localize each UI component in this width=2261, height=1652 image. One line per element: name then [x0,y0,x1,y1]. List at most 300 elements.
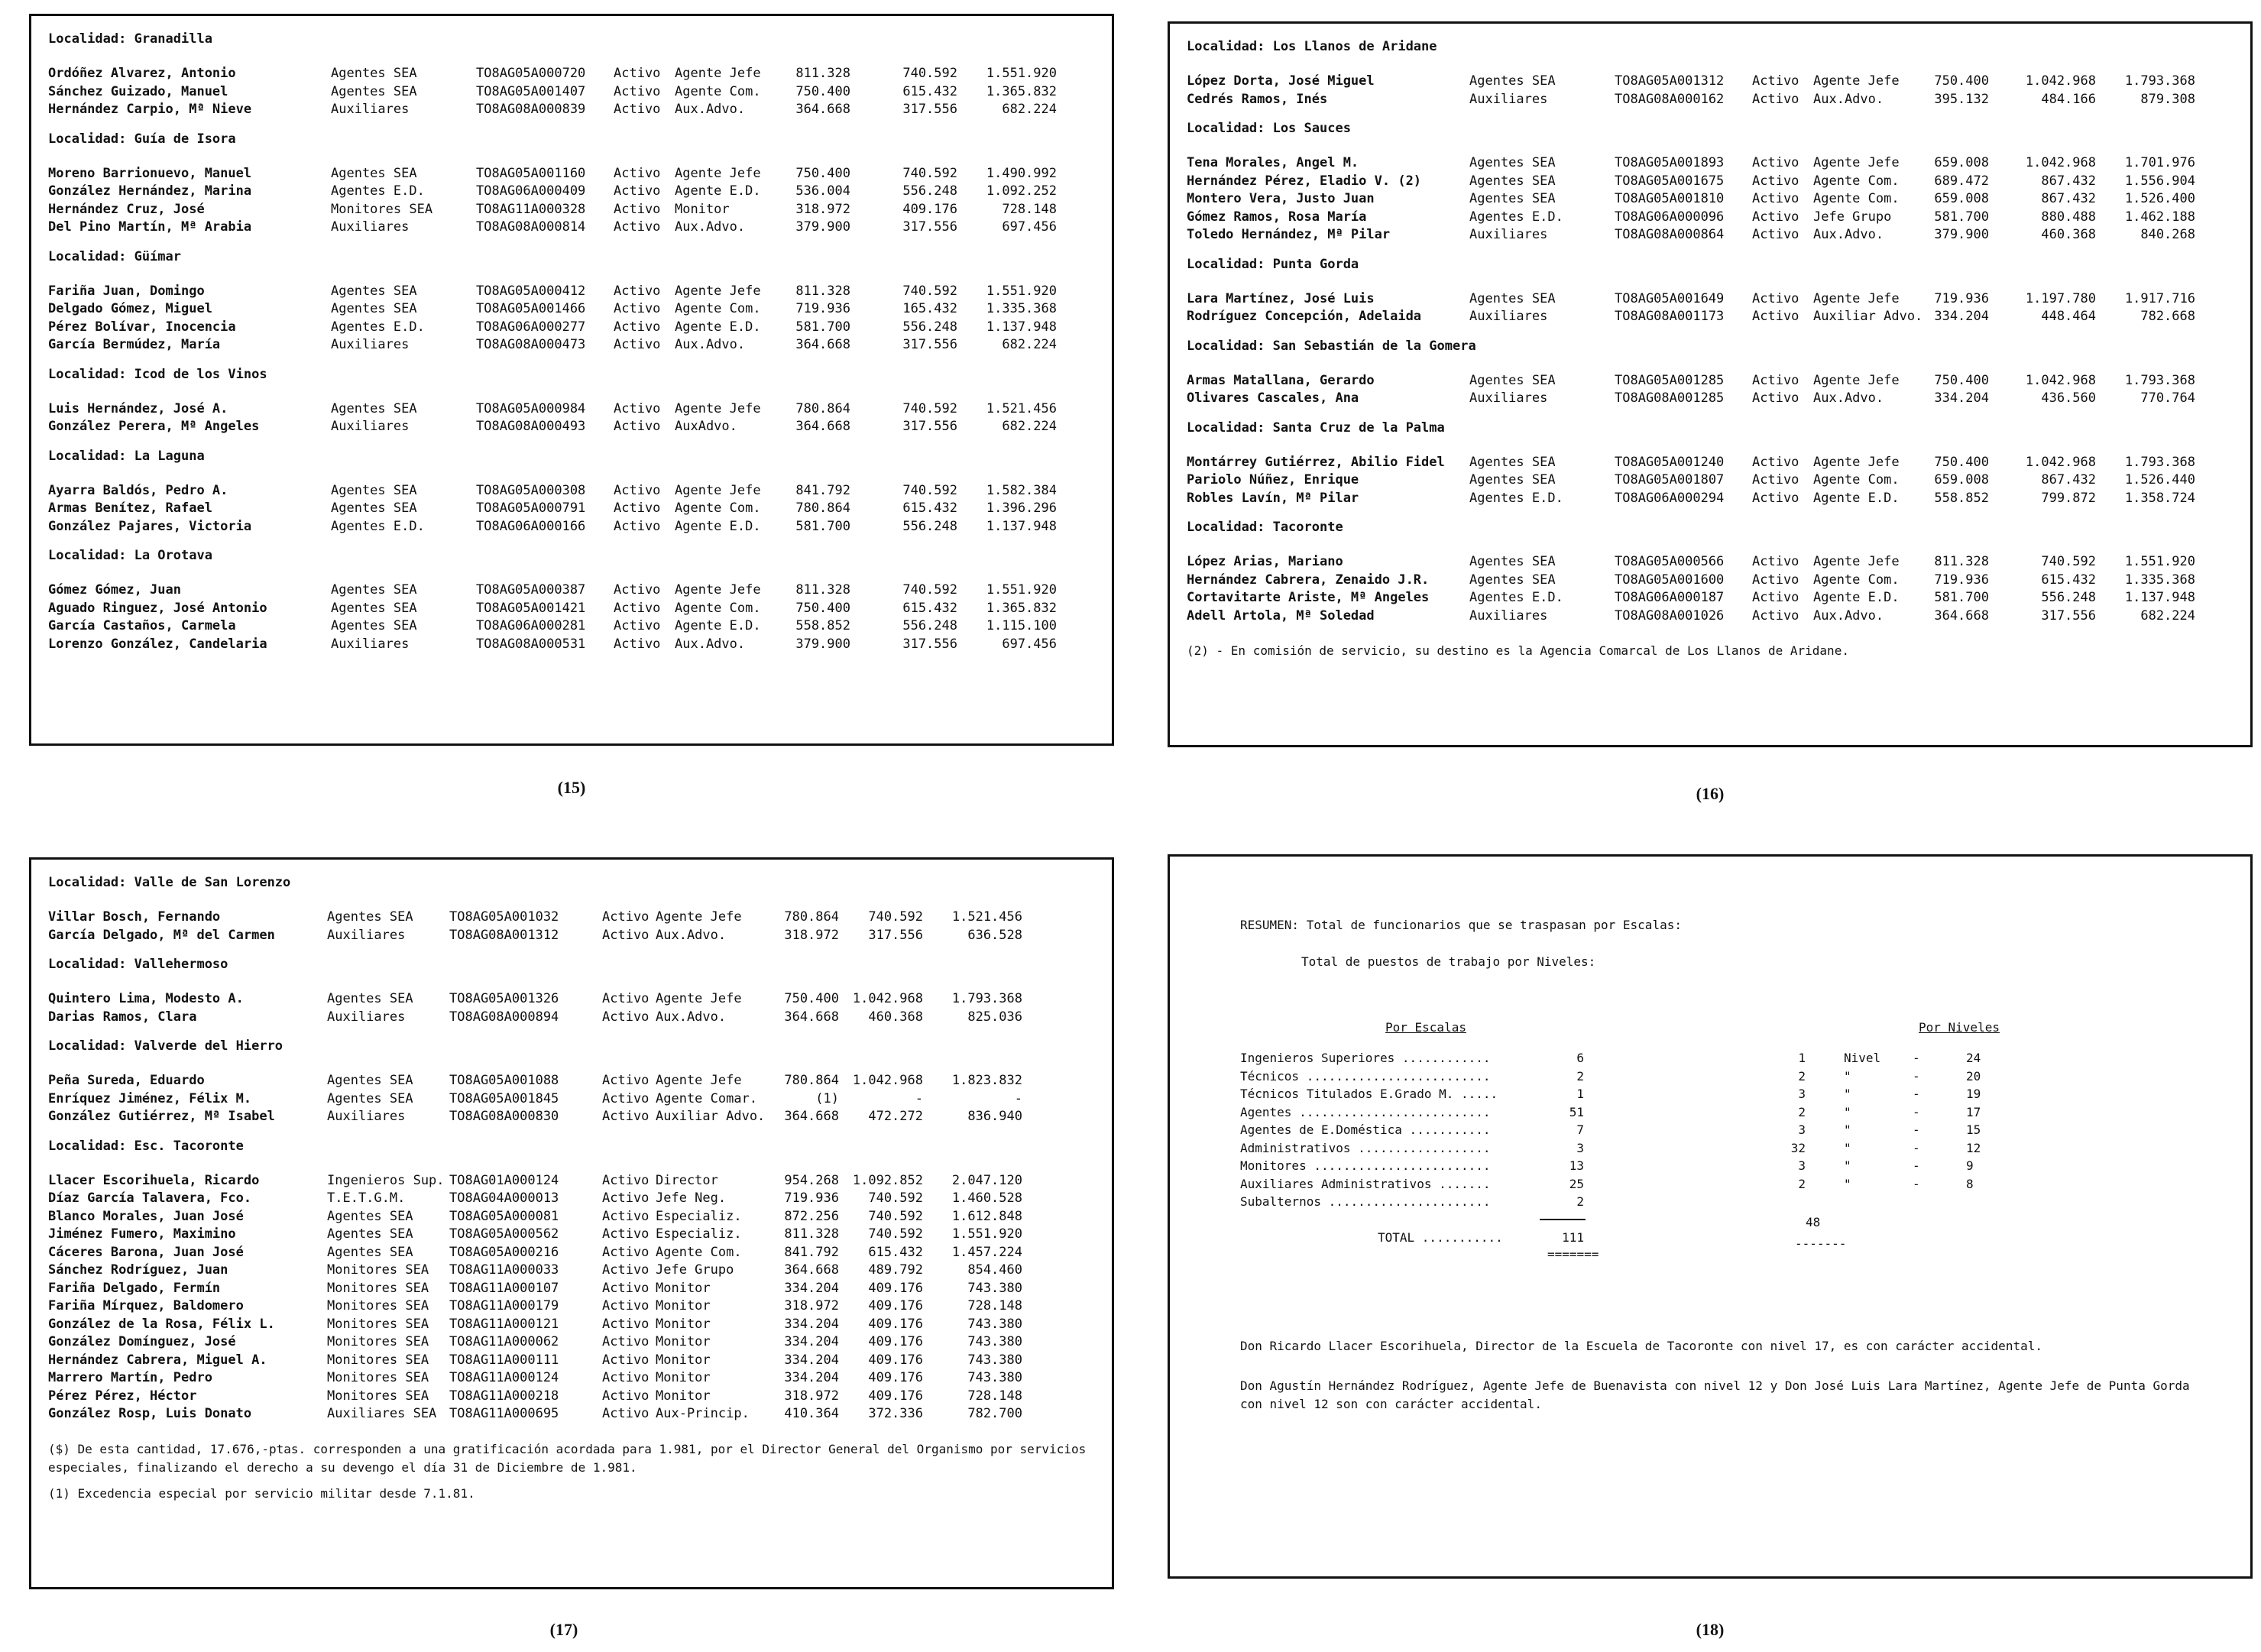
cell-status: Activo [1752,490,1799,506]
cell-status: Activo [614,66,661,81]
cell-total: 1.396.296 [986,500,1057,516]
cell-total: 1.115.100 [986,618,1057,633]
locality-heading: Localidad: Santa Cruz de la Palma [1187,419,1445,436]
cell-total: 1.793.368 [2124,372,2195,388]
cell-name: Sánchez Rodríguez, Juan [48,1262,228,1278]
page-17-panel [29,857,1114,1589]
cell-status: Activo [1752,454,1799,470]
cell-total: 782.668 [2140,309,2195,324]
cell-position: Aux.Advo. [675,337,746,352]
locality-heading: Localidad: Esc. Tacoronte [48,1138,244,1154]
locality-heading: Localidad: San Sebastián de la Gomera [1187,338,1476,354]
cell-value-1: 954.268 [784,1172,839,1188]
cell-value-2: 472.272 [868,1109,923,1124]
cell-code: TO8AG06A000096 [1615,209,1725,225]
cell-position: Agente Jefe [675,66,761,81]
cell-value-2: 1.042.968 [2025,454,2096,470]
footnote: (2) - En comisión de servicio, su destino es la Agencia Comarcal de Los Llanos de Aridane. [1187,643,1849,658]
cell-total: 1.092.252 [986,183,1057,199]
cell-value-2: 1.042.968 [852,991,923,1006]
cell-code: TO8AG05A000791 [476,500,586,516]
cell-escala: Auxiliares [327,927,406,943]
escala-label: Auxiliares Administrativos ....... [1240,1176,1491,1191]
cell-value-1: 719.936 [795,301,850,316]
cell-value-2: 740.592 [868,1226,923,1242]
summary-row [1240,1121,2220,1139]
cell-escala: Agentes SEA [1469,472,1556,488]
cell-position: Agente E.D. [675,618,761,633]
nivel-label: " [1844,1140,1851,1155]
cell-status: Activo [1752,309,1799,324]
cell-value-2: 1.042.968 [2025,155,2096,170]
cell-value-1: 558.852 [1934,490,1989,506]
cell-value-2: - [915,1090,923,1106]
cell-position: Aux.Advo. [1813,607,1884,624]
employee-row [48,183,1095,201]
cell-code: TO8AG05A001088 [449,1073,559,1088]
cell-code: TO8AG05A001326 [449,991,559,1006]
cell-total: 1.137.948 [986,319,1057,335]
cell-total: 1.460.528 [951,1190,1022,1206]
employee-row [48,400,1095,419]
cell-code: TO8AG05A000081 [449,1208,559,1224]
summary-headings [1240,1019,2220,1040]
cell-value-1: 811.328 [1934,554,1989,569]
cell-status: Activo [1752,554,1799,569]
cell-escala: Agentes SEA [331,600,417,616]
nivel-value: 20 [1966,1068,1981,1084]
cell-name: González Domínguez, José [48,1334,236,1349]
cell-name: Peña Sureda, Eduardo [48,1073,205,1088]
cell-position: Agente Jefe [675,165,761,181]
cell-status: Activo [614,337,661,352]
employee-row [1187,226,2233,245]
cell-value-1: 689.472 [1934,173,1989,189]
cell-total: 879.308 [2140,91,2195,107]
nivel-count: 3 [1798,1122,1806,1137]
footnote: ($) De esta cantidad, 17.676,-ptas. corresponden a una gratificación acordada para 1.981, por el Director General del Organismo por servicios especiales, finalizando el derecho a su devengo el día 31 de Diciembre de 1.981. [48,1441,1087,1475]
cell-value-1: 334.204 [784,1352,839,1368]
cell-code: TO8AG11A000179 [449,1298,559,1314]
cell-status: Activo [602,1190,649,1206]
heading-por-escalas: Por Escalas [1385,1020,1466,1035]
cell-status: Activo [1752,590,1799,605]
cell-value-1: 379.900 [795,219,850,235]
cell-code: TO8AG06A000409 [476,183,586,199]
cell-code: TO8AG08A000894 [449,1009,559,1025]
cell-value-2: 615.432 [902,500,957,516]
cell-total: 636.528 [967,927,1022,943]
cell-value-1: 318.972 [795,201,850,217]
cell-position: Especializ. [656,1226,742,1242]
cell-total: 728.148 [967,1388,1022,1404]
cell-status: Activo [1752,209,1799,225]
cell-name: Llacer Escorihuela, Ricardo [48,1172,260,1188]
cell-value-2: 556.248 [2041,590,2096,605]
cell-value-1: 659.008 [1934,472,1989,488]
summary-divider-row [1240,1211,2220,1229]
cell-position: Monitor [656,1280,711,1296]
cell-total: 840.268 [2140,227,2195,242]
cell-code: TO8AG11A000695 [449,1406,559,1421]
cell-code: TO8AG08A000830 [449,1109,559,1124]
cell-total: 743.380 [967,1316,1022,1332]
cell-status: Activo [614,582,661,598]
cell-name: Lara Martínez, José Luis [1187,290,1375,306]
cell-total: 682.224 [2140,607,2195,624]
cell-name: Pérez Bolívar, Inocencia [48,319,236,335]
locality-heading: Localidad: Los Llanos de Aridane [1187,39,1437,54]
cell-total: 1.358.724 [2124,490,2195,506]
summary-row [1240,1175,2220,1194]
escala-count: 25 [1569,1176,1584,1191]
cell-status: Activo [602,1370,649,1385]
cell-value-2: 460.368 [868,1009,923,1025]
cell-escala: Agentes SEA [327,1090,413,1106]
cell-name: Luis Hernández, José A. [48,400,228,416]
footnote: (1) Excedencia especial por servicio militar desde 7.1.81. [48,1485,475,1501]
locality-heading: Localidad: Tacoronte [1187,520,1343,535]
cell-value-1: 750.400 [784,991,839,1006]
cell-position: Agente Comar. [656,1090,758,1106]
cell-position: Auxiliar Advo. [656,1109,766,1124]
cell-escala: Auxiliares [331,219,410,235]
cell-escala: Agentes SEA [1469,454,1556,470]
cell-status: Activo [1752,290,1799,306]
cell-position: Aux.Advo. [675,636,746,652]
cell-total: 743.380 [967,1352,1022,1368]
escala-count: 3 [1576,1140,1584,1155]
cell-code: TO8AG11A000124 [449,1370,559,1385]
cell-status: Activo [614,183,661,199]
cell-status: Activo [1752,607,1799,624]
cell-name: Del Pino Martín, Mª Arabia [48,219,252,235]
cell-value-1: 780.864 [795,500,850,516]
cell-status: Activo [614,301,661,316]
summary-row [1240,1193,2220,1211]
total-escalas: 111 [1562,1230,1584,1245]
nivel-dash: - [1913,1140,1920,1155]
cell-name: Pérez Pérez, Héctor [48,1388,197,1404]
employee-row [48,1172,1095,1190]
employee-row [48,1405,1095,1424]
cell-value-1: 334.204 [1934,390,1989,406]
employee-row [48,600,1095,618]
cell-code: TO8AG11A000062 [449,1334,559,1349]
cell-total: 854.460 [967,1262,1022,1278]
cell-name: Cedrés Ramos, Inés [1187,91,1328,107]
cell-name: Lorenzo González, Candelaria [48,636,267,652]
cell-status: Activo [614,102,661,117]
employee-row [48,300,1095,319]
cell-position: Agente Jefe [1813,454,1900,470]
employee-row [48,1388,1095,1406]
cell-position: Agente Com. [675,600,761,616]
cell-name: Fariña Juan, Domingo [48,283,205,299]
cell-total: 1.521.456 [951,909,1022,925]
employee-row [48,1369,1095,1388]
cell-total: 697.456 [1002,636,1057,652]
cell-status: Activo [1752,227,1799,242]
employee-row [48,219,1095,237]
cell-code: TO8AG08A001026 [1615,607,1725,624]
employee-row [48,65,1095,83]
cell-position: Agente Jefe [1813,73,1900,89]
cell-escala: Auxiliares [327,1109,406,1124]
cell-escala: Agentes SEA [331,66,417,81]
nivel-label: Nivel [1844,1051,1881,1065]
cell-value-2: 409.176 [868,1280,923,1296]
cell-escala: Auxiliares [331,337,410,352]
employee-row [48,1208,1095,1226]
heading-por-niveles: Por Niveles [1919,1020,2000,1035]
cell-status: Activo [602,927,649,943]
summary-row [1240,1103,2220,1122]
cell-name: Quintero Lima, Modesto A. [48,991,244,1006]
cell-escala: T.E.T.G.M. [327,1190,406,1206]
nivel-count: 3 [1798,1158,1806,1173]
cell-name: Gómez Ramos, Rosa María [1187,209,1367,225]
cell-value-2: 740.592 [902,582,957,598]
cell-escala: Ingenieros Sup. [327,1172,445,1188]
cell-position: Agente Jefe [656,909,742,925]
employee-row [48,909,1095,927]
cell-value-2: 409.176 [868,1334,923,1349]
cell-status: Activo [602,1388,649,1404]
cell-value-1: 750.400 [1934,454,1989,470]
cell-value-1: 364.668 [1934,607,1989,624]
cell-code: TO8AG05A001649 [1615,290,1725,306]
cell-status: Activo [602,1208,649,1224]
cell-name: García Bermúdez, María [48,337,221,352]
cell-position: Aux.Advo. [1813,390,1884,406]
summary-row [1240,1067,2220,1086]
cell-name: Moreno Barrionuevo, Manuel [48,165,252,181]
cell-code: TO8AG08A000864 [1615,227,1725,242]
cell-total: 2.047.120 [951,1172,1022,1188]
cell-total: 1.490.992 [986,165,1057,181]
cell-value-1: 750.400 [1934,73,1989,89]
cell-value-1: 581.700 [1934,590,1989,605]
cell-value-1: 750.400 [795,83,850,99]
cell-value-1: 811.328 [795,582,850,598]
locality-heading: Localidad: Granadilla [48,31,212,47]
nivel-value: 15 [1966,1122,1981,1137]
employee-row [1187,173,2233,191]
cell-value-1: 780.864 [784,909,839,925]
employee-row [48,1352,1095,1370]
cell-value-1: 410.364 [784,1406,839,1421]
cell-value-2: 740.592 [902,66,957,81]
nivel-value: 9 [1966,1158,1974,1173]
cell-position: Agente Jefe [675,582,761,598]
employee-row [1187,190,2233,209]
cell-position: Agente E.D. [1813,590,1900,605]
cell-name: Díaz García Talavera, Fco. [48,1190,252,1206]
cell-code: TO8AG05A000216 [449,1244,559,1260]
cell-value-1: 719.936 [1934,572,1989,588]
cell-value-2: 740.592 [902,400,957,416]
employee-row [48,1190,1095,1208]
cell-position: Jefe Neg. [656,1190,727,1206]
cell-status: Activo [602,1090,649,1106]
cell-value-1: 364.668 [795,337,850,352]
employee-row [48,283,1095,301]
cell-position: Monitor [656,1298,711,1314]
cell-escala: Agentes SEA [327,1073,413,1088]
page-16-content [1187,37,2233,660]
cell-code: TO8AG01A000124 [449,1172,559,1188]
employee-row [48,636,1095,654]
cell-code: TO8AG06A000166 [476,518,586,534]
cell-position: Jefe Grupo [1813,209,1892,225]
cell-code: TO8AG05A001312 [1615,73,1725,89]
cell-value-1: 318.972 [784,1388,839,1404]
employee-row [48,1297,1095,1316]
cell-code: TO8AG11A000107 [449,1280,559,1296]
cell-value-1: 536.004 [795,183,850,199]
cell-position: Aux.Advo. [656,927,727,943]
cell-value-2: 489.792 [868,1262,923,1278]
cell-escala: Agentes E.D. [331,183,425,199]
cell-name: Enríquez Jiménez, Félix M. [48,1090,252,1106]
cell-escala: Auxiliares [1469,227,1548,242]
escala-label: Agentes .......................... [1240,1104,1491,1119]
employee-row [1187,607,2233,626]
cell-escala: Agentes SEA [331,482,417,498]
nivel-dash: - [1913,1087,1920,1101]
employee-row [1187,390,2233,408]
cell-code: TO8AG05A000308 [476,482,586,498]
cell-value-2: 867.432 [2041,173,2096,189]
cell-position: Agente E.D. [675,518,761,534]
cell-position: Aux.Advo. [1813,91,1884,107]
cell-value-1: 750.400 [1934,372,1989,388]
employee-row [1187,490,2233,508]
cell-code: TO8AG08A001312 [449,927,559,943]
cell-value-1: 841.792 [795,482,850,498]
cell-status: Activo [602,1406,649,1421]
locality-heading: Localidad: La Laguna [48,448,205,464]
cell-total: 1.551.920 [986,582,1057,598]
cell-escala: Agentes SEA [327,991,413,1006]
cell-status: Activo [614,500,661,516]
cell-escala: Agentes E.D. [331,319,425,335]
cell-value-2: 1.042.968 [852,1073,923,1088]
locality-heading: Localidad: Güímar [48,248,181,264]
cell-position: Agente E.D. [675,183,761,199]
locality-heading: Localidad: Icod de los Vinos [48,366,267,382]
cell-escala: Auxiliares [331,102,410,117]
employee-row [1187,471,2233,490]
cell-value-1: 379.900 [795,636,850,652]
escala-label: Ingenieros Superiores ............ [1240,1051,1491,1065]
cell-code: TO8AG11A000033 [449,1262,559,1278]
cell-value-2: 317.556 [902,337,957,352]
cell-position: Director [656,1172,718,1188]
cell-code: TO8AG06A000281 [476,618,586,633]
nivel-label: " [1844,1176,1851,1191]
cell-position: Agente Com. [656,1244,742,1260]
cell-total: 1.793.368 [2124,73,2195,89]
cell-value-2: 740.592 [902,165,957,181]
cell-status: Activo [1752,191,1799,206]
cell-name: Rodríguez Concepción, Adelaida [1187,309,1422,324]
summary-total-row [1240,1215,2220,1262]
cell-value-2: 740.592 [902,482,957,498]
cell-status: Activo [1752,390,1799,406]
cell-value-2: 409.176 [868,1316,923,1332]
cell-name: García Castaños, Carmela [48,618,236,633]
cell-code: TO8AG05A001807 [1615,472,1725,488]
nivel-dash: - [1913,1068,1920,1084]
cell-value-1: 334.204 [784,1316,839,1332]
escala-count: 13 [1569,1158,1584,1173]
cell-position: Monitor [656,1352,711,1368]
cell-position: Monitor [656,1370,711,1385]
nivel-label: " [1844,1122,1851,1137]
escala-count: 1 [1576,1087,1584,1101]
cell-value-1: 719.936 [784,1190,839,1206]
cell-escala: Agentes SEA [1469,572,1556,588]
cell-value-2: 317.556 [902,219,957,235]
cell-position: Monitor [656,1388,711,1404]
cell-position: Agente E.D. [1813,490,1900,506]
cell-value-2: 615.432 [2041,572,2096,588]
cell-status: Activo [602,1172,649,1188]
cell-value-2: 556.248 [902,518,957,534]
cell-value-2: 484.166 [2041,91,2096,107]
cell-value-1: 581.700 [795,518,850,534]
cell-value-1: 581.700 [795,319,850,335]
cell-value-1: 318.972 [784,1298,839,1314]
cell-value-1: 364.668 [795,102,850,117]
cell-position: Agente Com. [1813,572,1900,588]
cell-value-2: 1.042.968 [2025,372,2096,388]
cell-value-2: 460.368 [2041,227,2096,242]
cell-total: 1.551.920 [986,283,1057,299]
cell-name: García Delgado, Mª del Carmen [48,927,275,943]
cell-escala: Auxiliares [1469,91,1548,107]
cell-total: 1.793.368 [951,991,1022,1006]
employee-row [1187,209,2233,227]
cell-name: González Gutiérrez, Mª Isabel [48,1109,275,1124]
escala-label: Técnicos ......................... [1240,1068,1491,1084]
cell-position: Agente Com. [1813,173,1900,189]
page-number-16: (16) [1696,784,1725,803]
cell-code: TO8AG05A001421 [476,600,586,616]
employee-row [48,1108,1095,1126]
employee-row [48,319,1095,337]
locality-heading: Localidad: Los Sauces [1187,121,1351,136]
cell-code: TO8AG05A001407 [476,83,586,99]
cell-value-1: 872.256 [784,1208,839,1224]
cell-value-1: 780.864 [784,1073,839,1088]
cell-status: Activo [602,1316,649,1332]
cell-name: Darias Ramos, Clara [48,1009,197,1025]
cell-escala: Agentes SEA [327,1244,413,1260]
cell-value-2: 799.872 [2041,490,2096,506]
cell-status: Activo [1752,73,1799,89]
cell-value-2: 448.464 [2041,309,2096,324]
summary-title-niveles: Total de puestos de trabajo por Niveles: [1301,954,1596,969]
cell-total: 682.224 [1002,337,1057,352]
employee-row [48,617,1095,636]
cell-escala: Agentes SEA [1469,73,1556,89]
nivel-count: 2 [1798,1068,1806,1084]
nivel-count: 2 [1798,1104,1806,1119]
cell-name: Armas Benítez, Rafael [48,500,212,516]
